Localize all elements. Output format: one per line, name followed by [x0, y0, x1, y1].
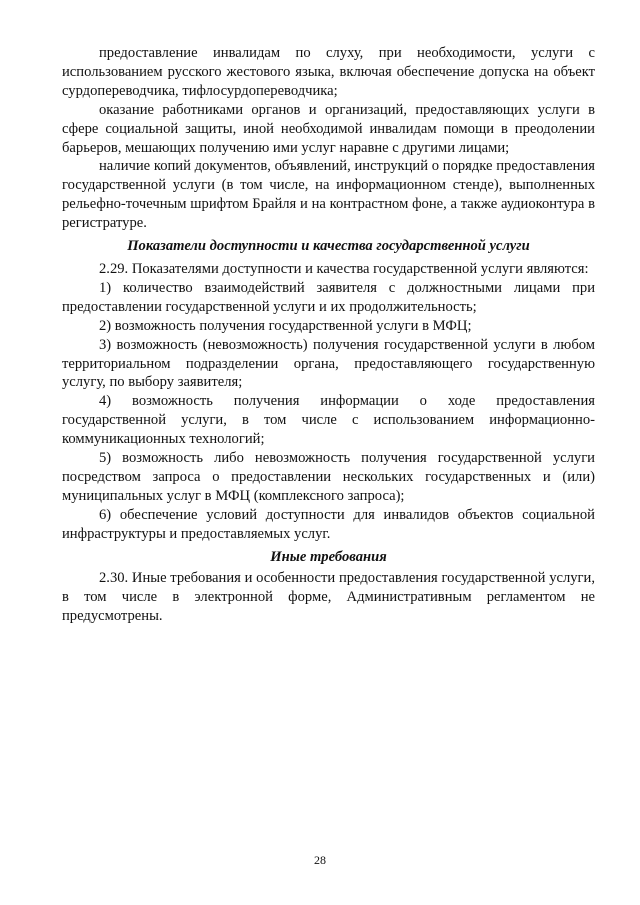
paragraph: 2.29. Показателями доступности и качества государственной услуги являются: [99, 260, 589, 277]
list-item: 3) возможность (невозможность) получения государственной услуги в любом территориальном подразделении органа, предоставляющего государственную услугу, по выбору заявителя; [62, 336, 595, 391]
section-heading-other: Иные требования [270, 548, 387, 565]
section-heading-accessibility: Показатели доступности и качества государственной услуги [127, 238, 530, 255]
list-item: 4) возможность получения информации о ходе предоставления государственной услуги, в том числе с использованием информационно-коммуникационных технологий; [62, 393, 595, 448]
list-item: 6) обеспечение условий доступности для инвалидов объектов социальной инфраструктуры и предоставляемых услуг. [62, 506, 595, 542]
page-number: 28 [314, 853, 326, 867]
list-item: 1) количество взаимодействий заявителя с должностными лицами при предоставлении государственной услуги и их продолжительность; [62, 279, 595, 315]
list-item: 2) возможность получения государственной услуги в МФЦ; [99, 317, 472, 334]
list-item: 5) возможность либо невозможность получения государственной услуги посредством запроса о предоставлении нескольких государственных и (или) муниципальных услуг в МФЦ (комплексного запроса); [62, 450, 595, 504]
paragraph: 2.30. Иные требования и особенности предоставления государственной услуги, в том числе в электронной форме, Административным регламентом не предусмотрены. [62, 570, 595, 625]
paragraph: оказание работниками органов и организаций, предоставляющих услуги в сфере социальной защиты, иной необходимой инвалидам помощи в преодолении барьеров, мешающих получению ими услуг наравне с другими лицами; [62, 101, 595, 156]
paragraph: предоставление инвалидам по слуху, при необходимости, услуги с использованием русского жестового языка, включая обеспечение допуска на объект сурдопереводчика, тифлосурдопереводчика; [62, 45, 595, 99]
paragraph: наличие копий документов, объявлений, инструкций о порядке предоставления государственной услуги (в том числе, на информационном стенде), выполненных рельефно-точечным шрифтом Брайля и на контрастном фоне, а также аудиоконтура в регистратуре. [62, 158, 595, 232]
document-page [62, 44, 595, 626]
